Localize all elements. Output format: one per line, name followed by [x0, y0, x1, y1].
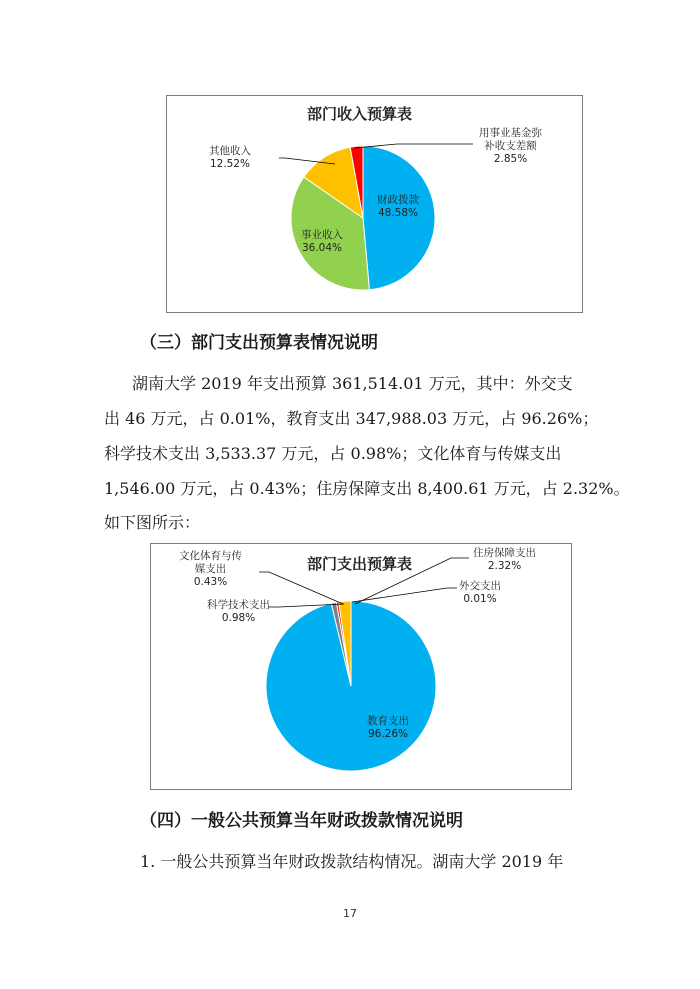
paragraph-line: 出 46 万元，占 0.01%，教育支出 347,988.03 万元，占 96.26%；: [104, 409, 599, 428]
paragraph-line: 科学技术支出 3,533.37 万元，占 0.98%；文化体育与传媒支出: [104, 444, 562, 463]
slice-label-other: 其他收入 12.52%: [209, 145, 251, 170]
section4-text: [104, 806, 598, 876]
income-budget-chart: [166, 95, 583, 313]
slice-label-fiscal: 财政拨款 48.58%: [377, 194, 419, 219]
chart-title: 部门收入预算表: [307, 105, 413, 123]
section4-heading: （四）一般公共预算当年财政拨款情况说明: [140, 811, 463, 831]
chart-title: 部门支出预算表: [307, 555, 413, 573]
paragraph-line: 1,546.00 万元，占 0.43%；住房保障支出 8,400.61 万元，占 2.32%。: [104, 479, 630, 498]
slice-label-housing: 住房保障支出 2.32%: [473, 547, 536, 572]
expenditure-budget-chart: [150, 543, 572, 790]
paragraph-line: 1. 一般公共预算当年财政拨款结构情况。湖南大学 2019 年: [140, 852, 564, 871]
leader-line: [259, 572, 343, 604]
slice-label-science: 科学技术支出 0.98%: [207, 599, 270, 624]
slice-label-business: 事业收入 36.04%: [301, 229, 343, 254]
slice-label-diplomacy: 外交支出 0.01%: [459, 580, 501, 605]
paragraph-line: 湖南大学 2019 年支出预算 361,514.01 万元，其中：外交支: [132, 374, 573, 393]
section3-text: [104, 328, 630, 538]
slice-label-culture: 文化体育与传 媒支出 0.43%: [179, 550, 242, 588]
section3-heading: （三）部门支出预算表情况说明: [140, 333, 378, 353]
slice-label-fund: 用事业基金弥 补收支差额 2.85%: [479, 127, 542, 165]
paragraph-line: 如下图所示：: [104, 513, 201, 532]
leader-line: [352, 588, 457, 602]
page-number: 17: [343, 907, 357, 920]
slice-label-education: 教育支出 96.26%: [367, 715, 409, 740]
